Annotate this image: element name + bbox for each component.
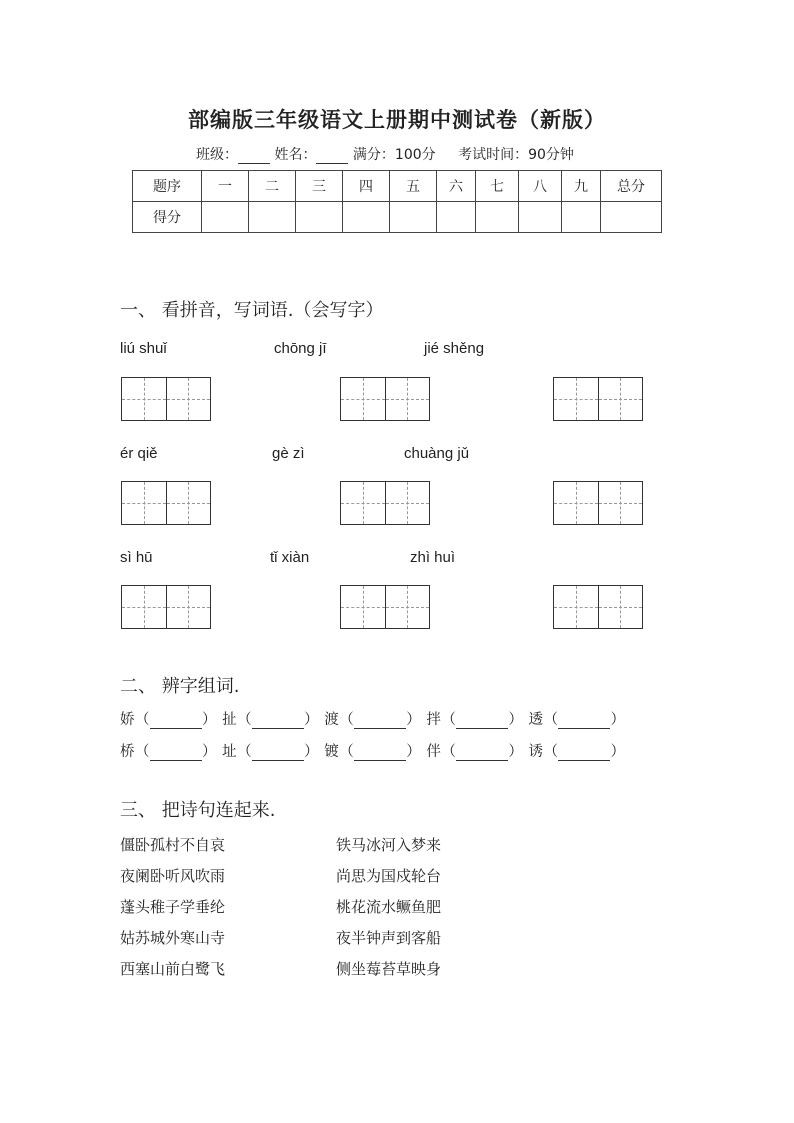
column-header: 一 bbox=[202, 171, 249, 202]
writing-grid[interactable] bbox=[553, 585, 643, 629]
score-cell[interactable] bbox=[249, 202, 296, 233]
column-header: 六 bbox=[437, 171, 476, 202]
writing-grid[interactable] bbox=[121, 377, 211, 421]
writing-grid[interactable] bbox=[340, 377, 430, 421]
char: 透 bbox=[528, 712, 544, 728]
pinyin-label: ér qiě bbox=[120, 445, 158, 462]
writing-grid[interactable] bbox=[553, 377, 643, 421]
word-blank[interactable] bbox=[456, 714, 508, 729]
score-table-header-label: 题序 bbox=[133, 171, 202, 202]
word-blank[interactable] bbox=[456, 746, 508, 761]
char: 诱 bbox=[528, 744, 544, 760]
char: 镀 bbox=[324, 744, 340, 760]
char: 渡 bbox=[324, 712, 340, 728]
score-row-label: 得分 bbox=[133, 202, 202, 233]
word-blank[interactable] bbox=[252, 746, 304, 761]
score-cell[interactable] bbox=[476, 202, 519, 233]
column-header: 四 bbox=[343, 171, 390, 202]
word-blank[interactable] bbox=[354, 746, 406, 761]
score-cell[interactable] bbox=[390, 202, 437, 233]
score-table bbox=[132, 170, 662, 233]
column-header: 八 bbox=[519, 171, 562, 202]
score-cell[interactable] bbox=[202, 202, 249, 233]
word-blank[interactable] bbox=[354, 714, 406, 729]
poem-line-right: 铁马冰河入梦来 bbox=[336, 836, 442, 854]
poem-line-left: 僵卧孤村不自哀 bbox=[120, 836, 226, 854]
name-blank[interactable] bbox=[316, 149, 348, 164]
score-table-score-row bbox=[133, 202, 662, 233]
poem-line-left: 夜阑卧听风吹雨 bbox=[120, 867, 226, 885]
pinyin-label: jié shěng bbox=[424, 340, 485, 357]
char-pair-row-2: 桥（ ） 址（ ） 镀（ ） 伴（ ） 诱（ ） bbox=[120, 744, 626, 760]
poem-line-left: 西塞山前白鹭飞 bbox=[120, 960, 226, 978]
word-blank[interactable] bbox=[558, 746, 610, 761]
column-header: 七 bbox=[476, 171, 519, 202]
char: 娇 bbox=[120, 712, 135, 728]
class-label: 班级： bbox=[196, 147, 238, 163]
poem-line-right: 尚思为国戍轮台 bbox=[336, 867, 442, 885]
pinyin-label: zhì huì bbox=[410, 549, 456, 566]
pinyin-label: chōng jī bbox=[274, 340, 327, 357]
class-blank[interactable] bbox=[238, 149, 270, 164]
exam-info-line bbox=[196, 144, 574, 164]
score-cell[interactable] bbox=[437, 202, 476, 233]
word-blank[interactable] bbox=[150, 746, 202, 761]
full-score-label: 满分：100分 bbox=[352, 147, 436, 163]
char: 桥 bbox=[120, 744, 135, 760]
pinyin-label: tǐ xiàn bbox=[270, 549, 310, 566]
pinyin-label: chuàng jǔ bbox=[404, 445, 470, 462]
writing-grid[interactable] bbox=[340, 481, 430, 525]
word-blank[interactable] bbox=[252, 714, 304, 729]
exam-time-label: 考试时间：90分钟 bbox=[458, 147, 574, 163]
section-3-heading: 三、 把诗句连起来. bbox=[120, 800, 276, 821]
section-1-heading: 一、 看拼音，写词语.（会写字） bbox=[120, 300, 384, 321]
writing-grid[interactable] bbox=[121, 585, 211, 629]
char-pair-row-1: 娇（ ） 扯（ ） 渡（ ） 拌（ ） 透（ ） bbox=[120, 712, 626, 728]
pinyin-label: sì hū bbox=[120, 549, 153, 566]
column-header: 三 bbox=[296, 171, 343, 202]
poem-line-right: 侧坐莓苔草映身 bbox=[336, 960, 442, 978]
score-cell[interactable] bbox=[343, 202, 390, 233]
pinyin-label: gè zì bbox=[272, 445, 305, 462]
score-cell[interactable] bbox=[601, 202, 662, 233]
poem-line-right: 夜半钟声到客船 bbox=[336, 929, 442, 947]
column-header: 总分 bbox=[601, 171, 662, 202]
name-label: 姓名： bbox=[274, 147, 317, 163]
poem-line-left: 姑苏城外寒山寺 bbox=[120, 929, 226, 947]
writing-grid[interactable] bbox=[340, 585, 430, 629]
pinyin-label: liú shuǐ bbox=[120, 340, 167, 357]
column-header: 五 bbox=[390, 171, 437, 202]
score-cell[interactable] bbox=[296, 202, 343, 233]
column-header: 二 bbox=[249, 171, 296, 202]
char: 伴 bbox=[426, 744, 442, 760]
word-blank[interactable] bbox=[558, 714, 610, 729]
score-table-header-row bbox=[133, 171, 662, 202]
section-2-heading: 二、 辨字组词. bbox=[120, 676, 240, 697]
score-cell[interactable] bbox=[562, 202, 601, 233]
char: 址 bbox=[222, 744, 238, 760]
poem-line-right: 桃花流水鳜鱼肥 bbox=[336, 898, 442, 916]
poem-line-left: 蓬头稚子学垂纶 bbox=[120, 898, 226, 916]
char: 扯 bbox=[222, 712, 238, 728]
word-blank[interactable] bbox=[150, 714, 202, 729]
page-title: 部编版三年级语文上册期中测试卷（新版） bbox=[188, 107, 606, 132]
writing-grid[interactable] bbox=[121, 481, 211, 525]
char: 拌 bbox=[426, 712, 442, 728]
column-header: 九 bbox=[562, 171, 601, 202]
score-cell[interactable] bbox=[519, 202, 562, 233]
writing-grid[interactable] bbox=[553, 481, 643, 525]
